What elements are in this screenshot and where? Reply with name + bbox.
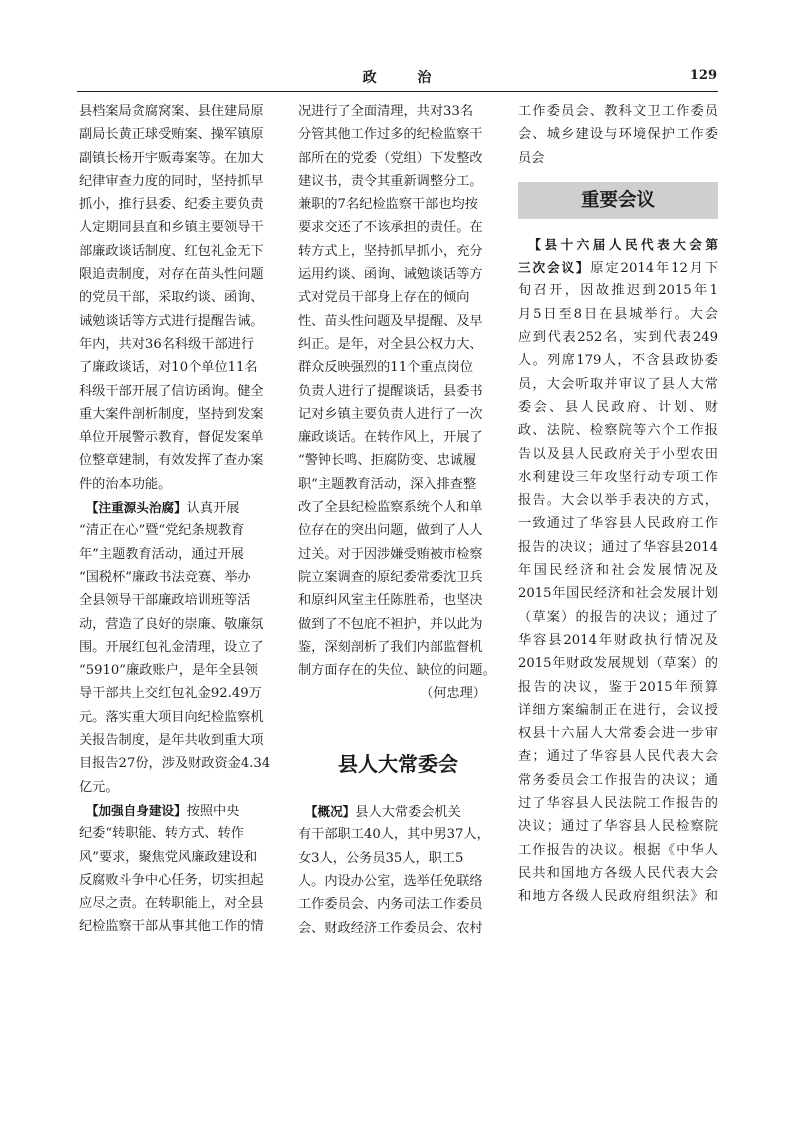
text-line: 人。内设办公室，选举任免联络 bbox=[298, 873, 483, 889]
text-line: 常务委员会工作报告的决议；通 bbox=[518, 772, 718, 788]
paragraph-first-line bbox=[298, 800, 498, 823]
text-line: 建议书，责令其重新调整分工。 bbox=[298, 173, 483, 189]
text-line: 纪律审查力度的同时，坚持抓早 bbox=[79, 173, 264, 189]
text-line: 决议；通过了华容县人民检察院 bbox=[518, 819, 718, 835]
text-line: 部所在的党委（党组）下发整改 bbox=[298, 150, 483, 166]
text-line: 院立案调查的原纪委常委沈卫兵 bbox=[298, 569, 483, 585]
text-line: 有干部职工40人，其中男37人， bbox=[298, 827, 490, 843]
column-middle bbox=[298, 100, 498, 940]
text-line: 的党员干部，采取约谈、函询、 bbox=[79, 290, 264, 306]
text-line: 副局长黄正球受贿案、操军镇原 bbox=[79, 127, 264, 143]
paragraph-continuation bbox=[518, 100, 718, 170]
spacer bbox=[298, 706, 498, 729]
text-line: 反腐败斗争中心任务，切实担起 bbox=[79, 872, 264, 888]
text-line: 改了全县纪检监察系统个人和单 bbox=[298, 500, 483, 516]
text-line: 况进行了全面清理，共对33名 bbox=[298, 104, 474, 119]
paragraph-second-line bbox=[518, 256, 718, 279]
text-line: 报告。大会以举手表决的方式， bbox=[518, 493, 718, 509]
text-line: 报告的决议，鉴于2015年预算 bbox=[518, 679, 718, 695]
text-line: “警钟长鸣、拒腐防变、忠诚履 bbox=[298, 453, 477, 469]
text-run: 县人大常委会机关 bbox=[355, 805, 461, 821]
text-line: 和原纠风室主任陈胜希，也坚决 bbox=[298, 593, 483, 609]
text-line: 工作委员会、教科文卫工作委员 bbox=[518, 104, 718, 119]
text-line: 鉴，深刻剖析了我们内部监督机 bbox=[298, 639, 483, 655]
text-line: 记对乡镇主要负责人进行了一次 bbox=[298, 406, 483, 422]
text-line: 女3人，公务员35人，职工5 bbox=[298, 850, 464, 866]
text-line: 式对党员干部身上存在的倾向 bbox=[298, 290, 470, 306]
paragraph-source-control bbox=[79, 496, 279, 799]
header-rule bbox=[77, 91, 718, 92]
text-line: 人。列席179人，不含县政协委 bbox=[518, 353, 718, 369]
paragraph-continuation bbox=[298, 100, 498, 706]
text-line: 过关。对于因涉嫌受贿被市检察 bbox=[298, 546, 483, 562]
text-line: 工作委员会、内务司法工作委员 bbox=[298, 897, 483, 913]
text-line: 纪检监察干部从事其他工作的情 bbox=[79, 919, 264, 935]
text-line: 全县领导干部廉政培训班等活 bbox=[79, 593, 251, 609]
text-line: 纪委“转职能、转方式、转作 bbox=[79, 826, 244, 842]
text-line: 制方面存在的失位、缺位的问题。 bbox=[298, 663, 496, 679]
text-line: 年”主题教育活动，通过开展 bbox=[79, 546, 244, 562]
text-line: 围。开展红包礼金清理，设立了 bbox=[79, 639, 264, 655]
text-line: 导干部共上交红包礼金92.49万 bbox=[79, 686, 262, 702]
paragraph-self-building bbox=[79, 799, 279, 939]
paragraph-tag: 【县十六届人民代表大会第 bbox=[534, 236, 718, 252]
section-banner: 重要会议 bbox=[518, 182, 718, 219]
text-line: 2015年国民经济和社会发展计划 bbox=[518, 586, 718, 602]
text-line: 职”主题教育活动，深入排查整 bbox=[298, 476, 477, 492]
text-line: 民共和国地方各级人民代表大会 bbox=[518, 865, 718, 881]
text-line: 要求交还了不该承担的责任。在 bbox=[298, 220, 483, 236]
paragraph-overview bbox=[298, 800, 498, 940]
text-line: 动，营造了良好的崇廉、敬廉氛 bbox=[79, 616, 264, 632]
text-line: 科级干部开展了信访函询。健全 bbox=[79, 383, 264, 399]
text-line: “国税杯”廉政书法竞赛、举办 bbox=[79, 569, 251, 585]
text-line: 亿元。 bbox=[79, 779, 119, 795]
text-line: 重大案件剖析制度，坚持到发案 bbox=[79, 406, 264, 422]
text-line: 告以及县人民政府关于小型农田 bbox=[518, 446, 718, 462]
text-line: 一致通过了华容县人民政府工作 bbox=[518, 516, 718, 532]
text-line: “清正在心”暨“党纪条规教育 bbox=[79, 523, 245, 539]
paragraph-tag: 【注重源头治腐】 bbox=[92, 500, 187, 516]
text-line: （草案）的报告的决议；通过了 bbox=[518, 609, 718, 625]
column-right bbox=[518, 100, 718, 909]
section-title: 县人大常委会 bbox=[338, 752, 458, 777]
paragraph-tag: 【概况】 bbox=[311, 804, 356, 820]
page-number: 129 bbox=[689, 68, 717, 83]
column-left bbox=[79, 100, 279, 939]
text-line: 目报告27份，涉及财政资金4.34 bbox=[79, 756, 271, 772]
text-line: 风”要求，聚焦党风廉政建设和 bbox=[79, 849, 258, 865]
paragraph-congress-session bbox=[518, 233, 718, 909]
text-line: 工作报告的决议。根据《中华人 bbox=[518, 842, 718, 858]
section-header-title: 政 治 bbox=[362, 70, 450, 86]
text-line: 政、法院、检察院等六个工作报 bbox=[518, 423, 718, 439]
text-line: 应到代表252名，实到代表249 bbox=[518, 330, 718, 346]
text-run: 按照中央 bbox=[186, 803, 240, 819]
paragraph-discipline-review bbox=[79, 100, 279, 496]
text-line: 兼职的7名纪检监察干部也均按 bbox=[298, 197, 478, 213]
text-line: 员会 bbox=[518, 150, 545, 166]
text-line: 2015年财政发展规划（草案）的 bbox=[518, 656, 718, 672]
text-line: 运用约谈、函询、诫勉谈话等方 bbox=[298, 267, 483, 283]
text-line: 位存在的突出问题，做到了人人 bbox=[298, 523, 483, 539]
text-line: 位整章建制，有效发挥了查办案 bbox=[79, 453, 264, 469]
text-line: 单位开展警示教育，督促发案单 bbox=[79, 430, 264, 446]
text-line: 件的治本功能。 bbox=[79, 476, 172, 492]
text-line: 元。落实重大项目向纪检监察机 bbox=[79, 709, 264, 725]
text-line: 水利建设三年攻坚行动专项工作 bbox=[518, 469, 718, 485]
author-credit: （何忠理） bbox=[420, 686, 486, 702]
text-line: 廉政谈话。在转作风上，开展了 bbox=[298, 430, 483, 446]
text-line: 做到了不包庇不袒护，并以此为 bbox=[298, 616, 483, 632]
text-line: “5910”廉政账户，是年全县领 bbox=[79, 663, 258, 679]
text-line: 会、城乡建设与环境保护工作委 bbox=[518, 127, 718, 143]
text-line: 年内，共对36名科级干部进行 bbox=[79, 336, 255, 352]
paragraph-first-line bbox=[79, 799, 279, 822]
text-line: 分管其他工作过多的纪检监察干 bbox=[298, 127, 483, 143]
text-line: 委会、县人民政府、计划、财 bbox=[518, 399, 718, 415]
text-line: 副镇长杨开宇贩毒案等。在加大 bbox=[79, 150, 264, 166]
text-line: 负责人进行了提醒谈话，县委书 bbox=[298, 383, 483, 399]
text-line: 群众反映强烈的11个重点岗位 bbox=[298, 360, 474, 376]
text-line: 县档案局贪腐窝案、县住建局原 bbox=[79, 104, 264, 119]
text-line: 关报告制度，是年共收到重大项 bbox=[79, 733, 264, 749]
text-line: 员，大会听取并审议了县人大常 bbox=[518, 376, 718, 392]
text-line: 华容县2014年财政执行情况及 bbox=[518, 632, 718, 648]
text-line: 旬召开，因故推迟到2015年1 bbox=[518, 283, 718, 299]
text-line: 权县十六届人大常委会进一步审 bbox=[518, 726, 718, 742]
text-line: 人定期同县直和乡镇主要领导干 bbox=[79, 220, 264, 236]
text-line: 纠正。是年，对全县公权力大、 bbox=[298, 336, 483, 352]
running-header bbox=[77, 66, 717, 88]
text-run: 认真开展 bbox=[186, 501, 240, 517]
text-line: 应尽之责。在转职能上，对全县 bbox=[79, 896, 264, 912]
text-line: 诫勉谈话等方式进行提醒告诫。 bbox=[79, 313, 264, 329]
text-line: 转方式上，坚持抓早抓小，充分 bbox=[298, 243, 483, 259]
text-line: 限追责制度，对存在苗头性问题 bbox=[79, 267, 264, 283]
text-line: 部廉政谈话制度、红包礼金无下 bbox=[79, 243, 264, 259]
text-line: 年国民经济和社会发展情况及 bbox=[518, 563, 718, 579]
text-line: 抓小，推行县委、纪委主要负责 bbox=[79, 197, 264, 213]
text-line: 和地方各级人民政府组织法》和 bbox=[518, 889, 718, 905]
paragraph-first-line bbox=[518, 233, 718, 256]
text-line: 报告的决议；通过了华容县2014 bbox=[518, 539, 718, 555]
text-line: 了廉政谈话，对10个单位11名 bbox=[79, 360, 258, 376]
text-line: 查；通过了华容县人民代表大会 bbox=[518, 749, 718, 765]
paragraph-tag-cont: 三次会议】 bbox=[518, 260, 591, 276]
paragraph-tag: 【加强自身建设】 bbox=[92, 802, 187, 818]
text-line: 详细方案编制正在进行，会议授 bbox=[518, 702, 718, 718]
text-line: 过了华容县人民法院工作报告的 bbox=[518, 796, 718, 812]
text-run: 原定2014年12月下 bbox=[590, 261, 718, 277]
text-line: 性、苗头性问题及早提醒、及早 bbox=[298, 313, 483, 329]
text-line: 月5日至8日在县城举行。大会 bbox=[518, 306, 718, 322]
text-line: 会、财政经济工作委员会、农村 bbox=[298, 920, 483, 936]
paragraph-first-line bbox=[79, 496, 279, 519]
